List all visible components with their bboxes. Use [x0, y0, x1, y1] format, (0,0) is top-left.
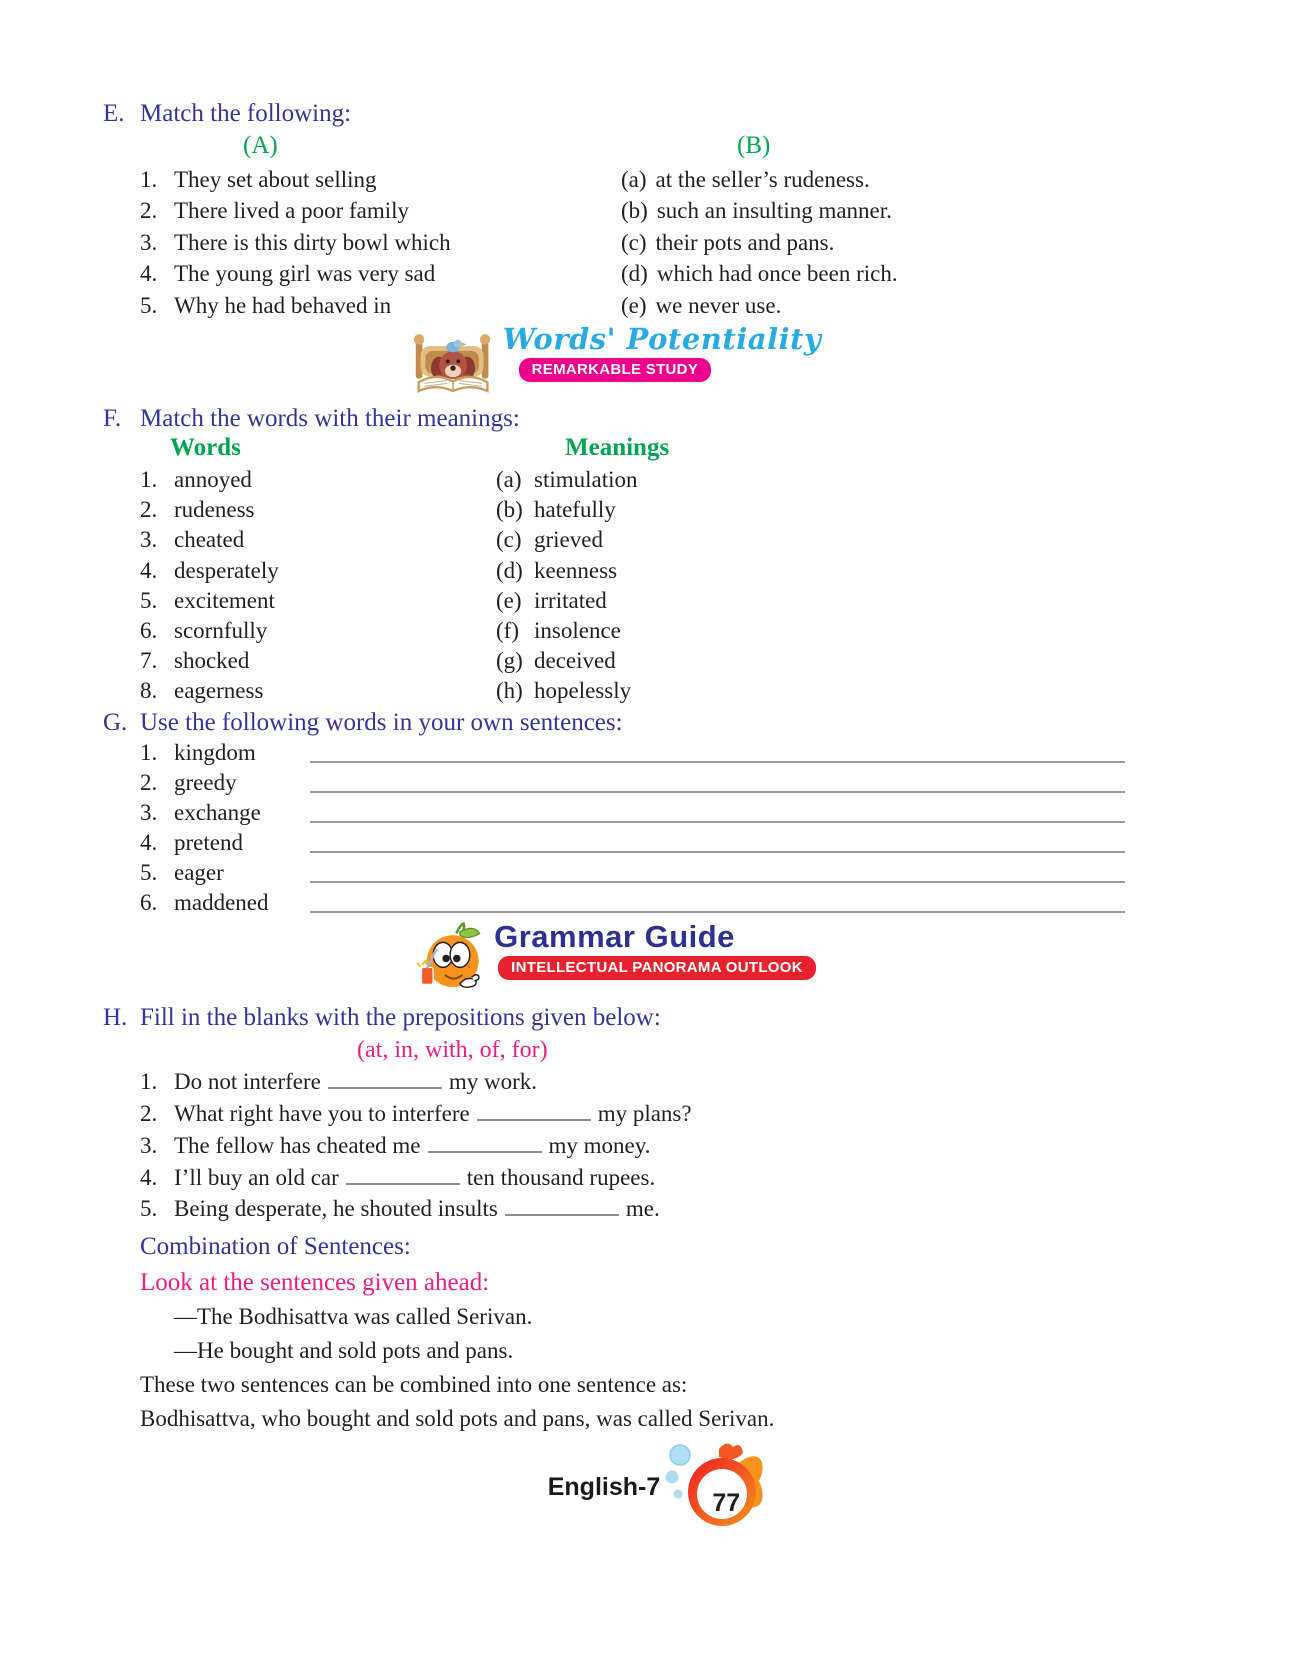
fill-blank-sentence [174, 1130, 651, 1162]
orange-mascot-icon [414, 920, 488, 1002]
answer-line [310, 768, 1125, 793]
match-left-text: Why he had behaved in [174, 292, 392, 318]
match-tag: (c) [621, 229, 647, 255]
section-f-column-headers [0, 434, 1296, 465]
prompt-word: exchange [174, 799, 261, 825]
match-row [0, 195, 1296, 226]
sentence-before-blank: The fellow has cheated me [174, 1132, 421, 1158]
words-column-header: Words [170, 434, 241, 462]
prompt-word: eager [174, 860, 224, 886]
match-right-text: which had once been rich. [656, 261, 898, 287]
word-meaning-row [0, 525, 1296, 555]
fill-blank-row [0, 1130, 1296, 1162]
sentence-writing-row [0, 798, 1296, 828]
section-e-heading [0, 98, 1296, 129]
sentence-after-blank: my money. [548, 1132, 651, 1158]
item-number: 5. [140, 587, 158, 613]
column-b-header: (B) [737, 132, 771, 159]
match-left-text: There is this dirty bowl which [174, 229, 451, 255]
match-tag: (b) [621, 198, 648, 224]
item-number: 5. [140, 292, 158, 318]
match-left-text: There lived a poor family [174, 198, 410, 224]
sentence-after-blank: my plans? [597, 1101, 692, 1127]
word-meaning-row [0, 616, 1296, 646]
meaning-tag: (f) [496, 618, 519, 644]
item-number: 2. [140, 497, 158, 523]
dog-reading-book-icon [411, 323, 497, 401]
section-g-heading [0, 707, 1296, 738]
word-meaning-row [0, 495, 1296, 525]
answer-line [310, 798, 1125, 823]
match-right-text: at the seller’s rudeness. [655, 167, 870, 192]
look-subheading: Look at the sentences given ahead: [140, 1269, 490, 1297]
meanings-column-header: Meanings [565, 434, 670, 462]
example-sentence-1: —The Bodhisattva was called Serivan. [174, 1304, 533, 1330]
word-text: annoyed [174, 467, 252, 493]
word-text: eagerness [174, 678, 264, 704]
sentence-before-blank: Being desperate, he shouted insults [174, 1196, 498, 1222]
match-left-text: The young girl was very sad [174, 261, 436, 287]
answer-line [310, 888, 1125, 913]
sentence-writing-row [0, 768, 1296, 798]
item-number: 1. [140, 1069, 158, 1095]
item-number: 8. [140, 678, 158, 704]
sentence-after-blank: me. [625, 1196, 660, 1222]
section-e-title: Match the following: [140, 100, 352, 127]
sentence-before-blank: Do not interfere [174, 1069, 321, 1095]
item-number: 3. [140, 799, 158, 825]
meaning-text: keenness [534, 557, 618, 583]
match-left-text: They set about selling [174, 167, 377, 192]
sentence-writing-row [0, 828, 1296, 858]
meaning-text: hopelessly [534, 678, 632, 704]
item-number: 4. [140, 261, 158, 287]
item-number: 5. [140, 1196, 158, 1222]
meaning-tag: (d) [496, 557, 523, 583]
item-number: 2. [140, 198, 158, 224]
item-number: 4. [140, 829, 158, 855]
fill-blank-row [0, 1098, 1296, 1130]
word-meaning-row [0, 646, 1296, 676]
fill-blank-row [0, 1066, 1296, 1098]
answer-blank [477, 1100, 591, 1121]
prompt-word: greedy [174, 769, 237, 795]
word-meaning-row [0, 556, 1296, 586]
preposition-word-bank: (at, in, with, of, for) [357, 1037, 548, 1064]
fill-blank-row [0, 1162, 1296, 1194]
remarkable-study-pill: REMARKABLE STUDY [517, 356, 713, 384]
answer-blank [428, 1132, 542, 1153]
combined-sentence-result: Bodhisattva, who bought and sold pots and pans, was called Serivan. [140, 1406, 775, 1432]
match-tag: (a) [621, 167, 647, 192]
fill-blank-sentence [174, 1193, 660, 1225]
section-h-heading [0, 1002, 1296, 1033]
word-text: excitement [174, 587, 275, 613]
sentence-writing-row [0, 858, 1296, 888]
item-number: 2. [140, 1101, 158, 1127]
item-number: 1. [140, 167, 158, 192]
meaning-text: irritated [534, 587, 607, 613]
section-f-letter: F. [103, 405, 122, 433]
item-number: 6. [140, 890, 158, 916]
sentence-writing-row [0, 738, 1296, 768]
item-number: 2. [140, 769, 158, 795]
meaning-tag: (h) [496, 678, 523, 704]
meaning-tag: (c) [496, 527, 522, 553]
meaning-tag: (g) [496, 648, 523, 674]
grammar-guide-badge [0, 920, 1264, 1002]
item-number: 1. [140, 467, 158, 493]
section-g-title: Use the following words in your own sentences: [140, 708, 623, 736]
meaning-text: insolence [534, 618, 621, 644]
match-row [0, 258, 1296, 289]
section-e-column-headers [0, 129, 1296, 164]
match-right-text: such an insulting manner. [656, 198, 892, 224]
answer-blank [505, 1195, 619, 1216]
meaning-tag: (a) [496, 467, 522, 493]
section-g-letter: G. [103, 708, 128, 736]
word-text: rudeness [174, 497, 255, 523]
item-number: 6. [140, 618, 158, 644]
word-meaning-row [0, 586, 1296, 616]
word-text: shocked [174, 648, 250, 674]
grammar-guide-title: Grammar Guide [494, 919, 735, 955]
meaning-text: stimulation [534, 467, 638, 493]
fish-logo-icon [664, 1437, 768, 1537]
meaning-text: deceived [534, 648, 616, 674]
fill-blank-sentence [174, 1066, 537, 1098]
word-meaning-row [0, 676, 1296, 706]
meaning-text: hatefully [534, 497, 616, 523]
prompt-word: maddened [174, 890, 269, 916]
book-label: English-7 [547, 1472, 661, 1501]
prompt-word: kingdom [174, 739, 256, 765]
answer-line [310, 828, 1125, 853]
section-h-letter: H. [103, 1004, 128, 1032]
item-number: 3. [140, 229, 158, 255]
example-sentence-2: —He bought and sold pots and pans. [174, 1338, 514, 1364]
word-text: scornfully [174, 618, 268, 644]
fill-blank-row [0, 1193, 1296, 1225]
meaning-tag: (b) [496, 497, 523, 523]
fill-blank-sentence [174, 1162, 655, 1194]
match-tag: (e) [621, 292, 647, 318]
combination-explanation: These two sentences can be combined into one sentence as: [140, 1372, 688, 1398]
section-f-heading [0, 403, 1296, 434]
match-row [0, 290, 1296, 321]
page-number: 77 [712, 1489, 741, 1518]
item-number: 3. [140, 1132, 158, 1158]
section-h-title: Fill in the blanks with the prepositions given below: [140, 1004, 661, 1032]
prompt-word: pretend [174, 829, 243, 855]
meaning-tag: (e) [496, 587, 522, 613]
item-number: 4. [140, 1164, 158, 1190]
word-meaning-row [0, 465, 1296, 495]
answer-blank [328, 1068, 442, 1089]
item-number: 7. [140, 648, 158, 674]
match-tag: (d) [621, 261, 648, 287]
sentence-after-blank: ten thousand rupees. [466, 1164, 656, 1190]
column-a-header: (A) [243, 132, 278, 159]
section-f-title: Match the words with their meanings: [140, 405, 520, 433]
item-number: 1. [140, 739, 158, 765]
item-number: 5. [140, 860, 158, 886]
words-potentiality-title: Words' Potentiality [502, 322, 822, 357]
fill-blank-sentence [174, 1098, 692, 1130]
sentence-before-blank: I’ll buy an old car [174, 1164, 339, 1190]
words-potentiality-badge [0, 323, 1264, 401]
sentence-after-blank: my work. [448, 1069, 538, 1095]
sentence-writing-row [0, 888, 1296, 918]
word-text: cheated [174, 527, 245, 553]
combination-heading: Combination of Sentences: [140, 1233, 411, 1261]
match-row [0, 227, 1296, 258]
meaning-text: grieved [534, 527, 603, 553]
match-right-text: their pots and pans. [655, 229, 835, 255]
item-number: 4. [140, 557, 158, 583]
answer-line [310, 858, 1125, 883]
page-footer [10, 1437, 1296, 1537]
item-number: 3. [140, 527, 158, 553]
section-e-letter: E. [103, 100, 125, 127]
word-text: desperately [174, 557, 279, 583]
answer-line [310, 738, 1125, 763]
answer-blank [346, 1164, 460, 1185]
match-right-text: we never use. [655, 292, 782, 318]
match-row [0, 164, 1296, 195]
intellectual-panorama-pill: INTELLECTUAL PANORAMA OUTLOOK [496, 954, 818, 982]
sentence-before-blank: What right have you to interfere [174, 1101, 470, 1127]
